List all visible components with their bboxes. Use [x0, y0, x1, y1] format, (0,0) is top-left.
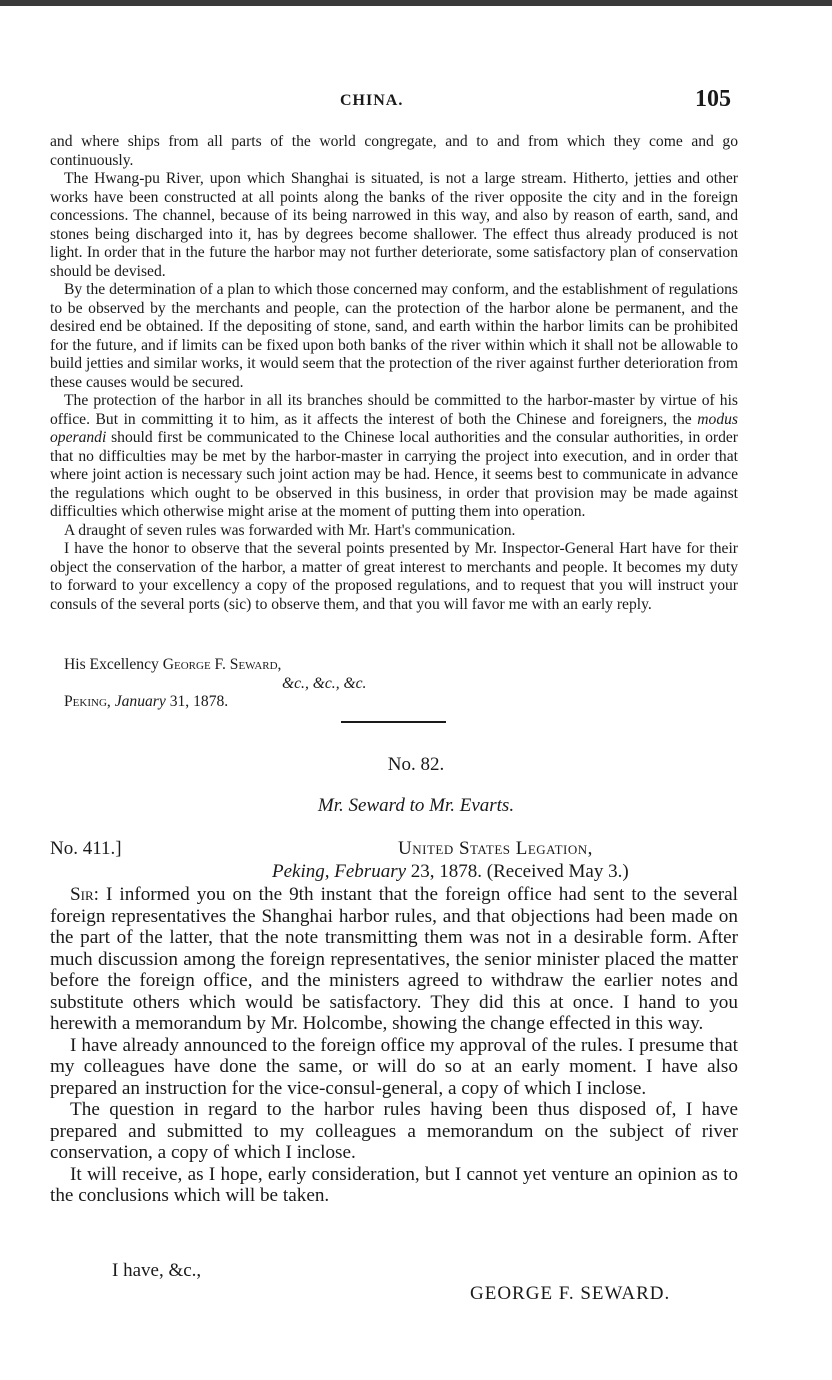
page-top-edge [0, 0, 832, 6]
addressee-prefix: His Excellency [64, 656, 163, 673]
addressee-etc: &c., &c., &c. [282, 675, 367, 692]
dispatch-paragraph-1 [50, 884, 738, 1035]
enclosure-month: January [114, 693, 166, 710]
addressee [64, 656, 281, 675]
document-number: No. 82. [387, 754, 445, 775]
section-divider [341, 721, 446, 723]
dispatch-paragraph-2: I have already announced to the foreign office my approval of the rules. I presume that my colleagues have done the same, or will do so at an early moment. I have also prepared an instruction for the vice-consul-general, a copy of which I inclose. [50, 1034, 738, 1099]
document-subtitle: Mr. Seward to Mr. Evarts. [317, 795, 515, 816]
enclosure-paragraph-3: By the determination of a plan to which those concerned may conform, and the establishment of regulations to be observed by the merchants and people, can the protection of the harbor alone be permanent, and the desired end be obtained. If the depositing of stone, sand, and earth within the harbor limits can be prohibited for the future, and if limits can be fixed upon both banks of the river within which it shall not be allowable to build jetties and similar works, it would seem that the protection of the river against further deterioration from these causes would be secured. [50, 281, 738, 391]
dateline-place: Peking, [272, 861, 330, 882]
dispatch-p1-text: I informed you on the 9th instant that the foreign office had sent to the several foreign representatives the Shanghai harbor rules, and that objections had been made on the part of the latter, that the note transmitting them was not in a desirable form. After much discussion among the foreign representatives, the senior minister placed the matter before the foreign office, and the ministers agreed to withdraw the earlier notes and substitute others which would be satisfactory. They did this at once. I hand to you herewith a memorandum by Mr. Holcombe, showing the change effected in this way. [50, 884, 738, 1034]
p4-text-a: The protection of the harbor in all its branches should be committed to the harbor-master by virtue of his office. But in committing it to him, as it affects the interest of both the Chinese and foreigners, the [50, 392, 738, 428]
enclosure-paragraph-6: I have the honor to observe that the several points presented by Mr. Inspector-General Hart have for their object the conservation of the harbor, a matter of great interest to merchants and people. It becomes my duty to forward to your excellency a copy of the proposed regulations, and to request that you will instruct your consuls of the several ports (sic) to observe them, and that you will favor me with an early reply. [50, 540, 738, 613]
legation-heading: United States Legation, [398, 838, 593, 859]
enclosure-date-rest: 31, 1878. [165, 693, 229, 710]
signature: GEORGE F. SEWARD. [470, 1283, 671, 1304]
salutation: Sir: [70, 884, 100, 905]
dateline-rest: 23, 1878. (Received May 3.) [406, 861, 629, 882]
enclosure-paragraph-2: The Hwang-pu River, upon which Shanghai is situated, is not a large stream. Hitherto, jetties and other works have been constructed at all points along the banks of the river opposite the city and in the foreign concessions. The channel, because of its being narrowed in this way, and also by reason of earth, sand, and stones being discharged into it, has by degrees become shallower. The effect thus already produced is not light. In order that in the future the harbor may not further deteriorate, some satisfactory plan of conservation should be devised. [50, 170, 738, 280]
dispatch-dateline [272, 861, 629, 883]
enclosure-dateline [64, 693, 228, 712]
p4-text-b: should first be communicated to the Chinese local authorities and the consular authorities, in order that no difficulties may be met by the harbor-master in carrying the project into execution, and in order that where joint action is necessary such joint action may be had. Hence, it seems best to communicate in advance the regulations which ought to be observed in this business, in order that provision may be made against difficulties which otherwise might arise at the moment of putting them into operation. [50, 429, 738, 520]
dateline-month: February [334, 861, 407, 882]
enclosure-text [50, 133, 738, 614]
addressee-name: George F. Seward, [162, 656, 282, 673]
dispatch-paragraph-3: The question in regard to the harbor rules having been thus disposed of, I have prepared and submitted to my colleagues a memorandum on the subject of river conservation, a copy of which I inclose. [50, 1099, 738, 1163]
dispatch-number: No. 411.] [50, 838, 122, 859]
enclosure-place: Peking, [64, 693, 111, 710]
page-number: 105 [695, 86, 731, 112]
enclosure-paragraph-5: A draught of seven rules was forwarded with Mr. Hart's communication. [64, 521, 516, 539]
running-header [0, 86, 832, 118]
enclosure-paragraph-1: and where ships from all parts of the world congregate, and to and from which they come and go continuously. [50, 133, 738, 169]
enclosure-paragraph-4 [50, 392, 738, 522]
p4-italic: modus operandi [50, 410, 738, 446]
dispatch-body [50, 884, 738, 1207]
closing: I have, &c., [112, 1260, 202, 1281]
running-title: CHINA. [340, 92, 404, 109]
dispatch-paragraph-4: It will receive, as I hope, early consideration, but I cannot yet venture an opinion as to the conclusions which will be taken. [50, 1163, 738, 1206]
